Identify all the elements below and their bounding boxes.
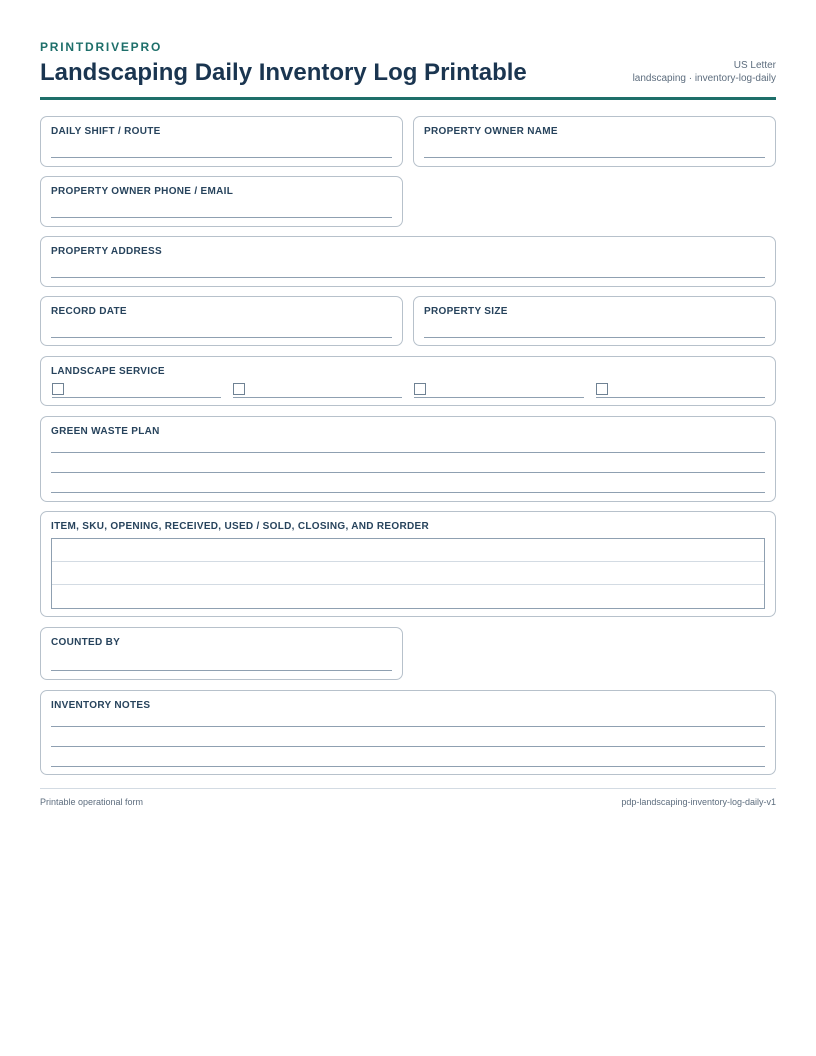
owner-phone-email-write-line[interactable] [51, 217, 392, 218]
owner-phone-email-label: PROPERTY OWNER PHONE / EMAIL [51, 186, 234, 197]
property-address-label: PROPERTY ADDRESS [51, 246, 162, 257]
checkbox-icon[interactable] [52, 383, 64, 395]
landscape-service-label: LANDSCAPE SERVICE [51, 366, 165, 377]
checkbox-icon[interactable] [414, 383, 426, 395]
counted-by-field [40, 627, 403, 680]
record-date-write-line[interactable] [51, 337, 392, 338]
inventory-notes-write-line[interactable] [51, 766, 765, 767]
form-id: pdp-landscaping-inventory-log-daily-v1 [621, 797, 776, 807]
property-address-field [40, 236, 776, 287]
property-owner-name-write-line[interactable] [424, 157, 765, 158]
green-waste-plan-field [40, 416, 776, 502]
inventory-notes-write-line[interactable] [51, 726, 765, 727]
footer-caption: Printable operational form [40, 797, 144, 807]
inventory-table-label: ITEM, SKU, OPENING, RECEIVED, USED / SOLD, CLOSING, AND REORDER [51, 521, 430, 532]
inventory-notes-field [40, 690, 776, 775]
daily-shift-route-write-line[interactable] [51, 157, 392, 158]
record-date-label: RECORD DATE [51, 306, 127, 317]
property-size-field [413, 296, 776, 346]
inventory-grid-row[interactable] [52, 585, 764, 608]
property-address-write-line[interactable] [51, 277, 765, 278]
inventory-notes-write-line[interactable] [51, 746, 765, 747]
form-header [40, 40, 776, 100]
form-meta [633, 59, 776, 85]
green-waste-plan-label: GREEN WASTE PLAN [51, 426, 160, 437]
property-owner-name-field [413, 116, 776, 167]
service-option-4[interactable] [596, 383, 765, 398]
green-waste-plan-write-line[interactable] [51, 492, 765, 493]
counted-by-label: COUNTED BY [51, 637, 121, 648]
counted-by-write-line[interactable] [51, 670, 392, 671]
paper-size-label: US Letter [733, 60, 776, 71]
brand-name: PRINTDRIVEPRO [40, 40, 163, 54]
daily-shift-route-label: DAILY SHIFT / ROUTE [51, 126, 161, 137]
owner-phone-email-field [40, 176, 403, 227]
property-size-label: PROPERTY SIZE [424, 306, 508, 317]
form-footer [40, 788, 776, 810]
inventory-table-field [40, 511, 776, 617]
checkbox-icon[interactable] [233, 383, 245, 395]
inventory-grid-row[interactable] [52, 539, 764, 562]
service-option-3[interactable] [414, 383, 584, 398]
form-tags: landscaping · inventory-log-daily [632, 73, 776, 84]
service-option-2[interactable] [233, 383, 402, 398]
green-waste-plan-write-line[interactable] [51, 472, 765, 473]
service-option-1[interactable] [52, 383, 221, 398]
inventory-notes-label: INVENTORY NOTES [51, 700, 151, 711]
inventory-grid-row[interactable] [52, 562, 764, 585]
property-size-write-line[interactable] [424, 337, 765, 338]
inventory-grid [51, 538, 765, 609]
form-title: Landscaping Daily Inventory Log Printable [40, 59, 527, 86]
landscape-service-field [40, 356, 776, 406]
green-waste-plan-write-line[interactable] [51, 452, 765, 453]
daily-shift-route-field [40, 116, 403, 167]
record-date-field [40, 296, 403, 346]
property-owner-name-label: PROPERTY OWNER NAME [424, 126, 558, 137]
checkbox-icon[interactable] [596, 383, 608, 395]
